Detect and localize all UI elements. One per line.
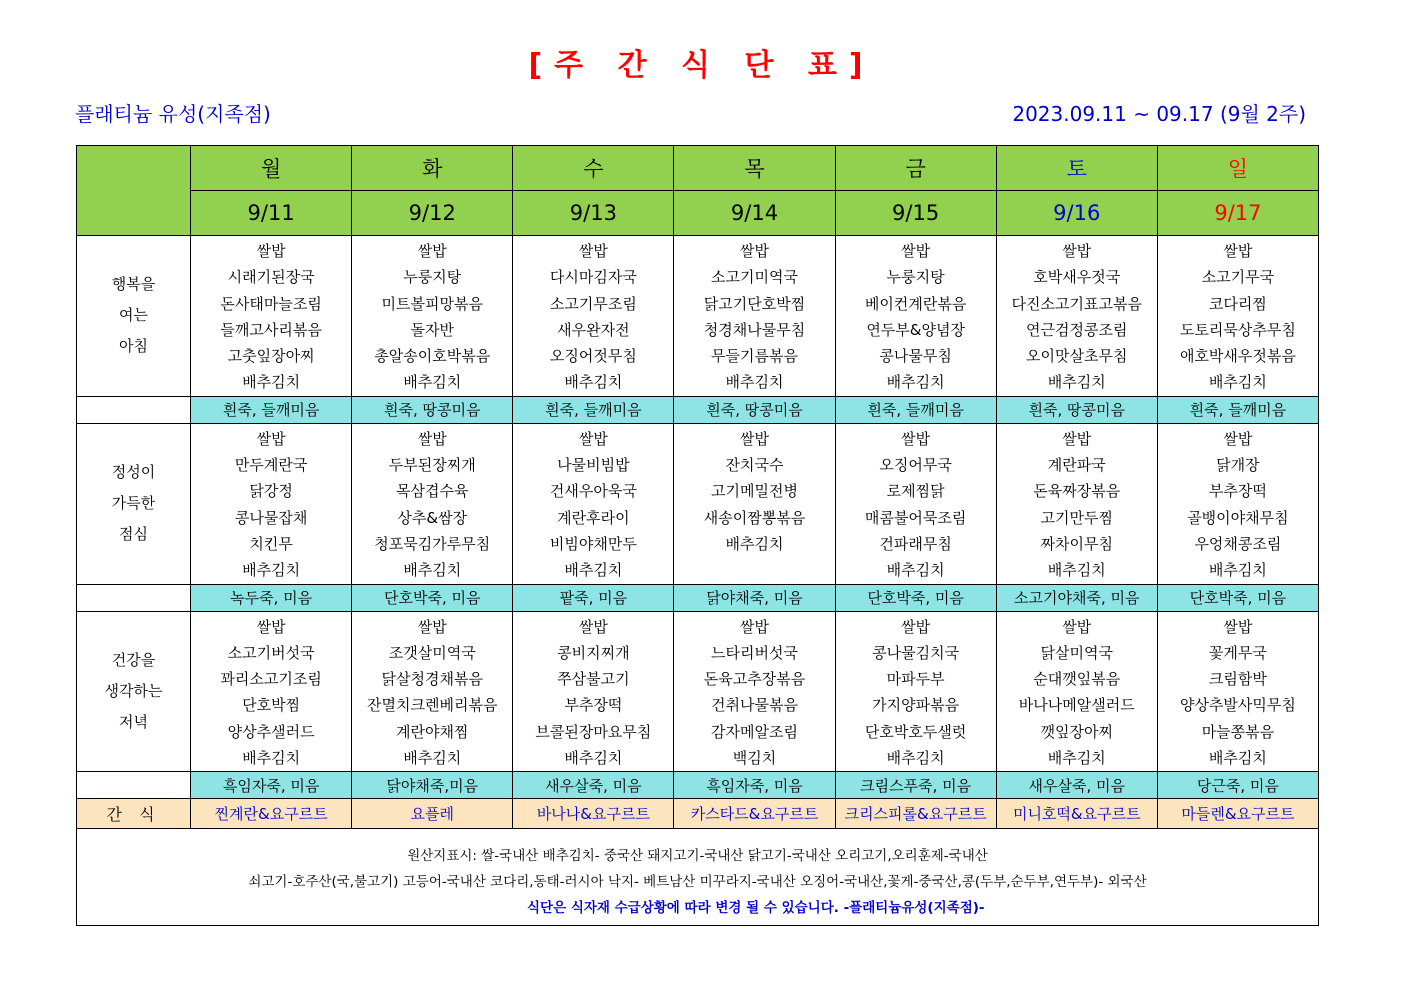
porridge-cell: 새우살죽, 미음 [513,772,674,799]
lunch-menu-cell [513,423,674,584]
menu-item: 쌀밥 [1223,429,1253,448]
day-name: 목 [674,146,835,191]
menu-item: 고기만두찜 [1040,508,1113,527]
day-name: 월 [191,146,352,191]
menu-item: 건새우아욱국 [549,482,637,501]
snack-row [77,799,1319,829]
menu-item: 상추&쌈장 [397,508,468,527]
snack-cell: 마들렌&요구르트 [1157,799,1318,829]
menu-item: 소고기버섯국 [227,643,315,662]
menu-item: 쌀밥 [740,617,769,636]
menu-item: 닭살청경채볶음 [381,670,483,689]
menu-item: 배추김치 [564,373,623,392]
menu-item: 비빔야채만두 [549,534,637,553]
dinner-menu-cell [835,611,996,772]
menu-item: 쌀밥 [1223,242,1253,260]
meal-label-line: 여는 [119,306,149,325]
menu-item: 감자메알조림 [711,722,798,741]
menu-item: 고기메밀전병 [711,482,798,501]
porridge-cell: 단호박죽, 미음 [352,584,513,611]
menu-item: 연두부&양념장 [866,320,965,339]
lunch-label [77,423,191,584]
menu-item: 콩비지찌개 [557,643,630,662]
menu-item: 배추김치 [725,373,784,392]
menu-item: 배추김치 [1047,561,1106,580]
menu-period: 2023.09.11 ~ 09.17 (9월 2주) [1012,102,1306,126]
meal-label-line: 정성이 [111,463,156,482]
menu-item: 배추김치 [242,561,301,580]
menu-item: 쌀밥 [740,242,769,260]
menu-item: 다진소고기표고볶음 [1011,294,1142,313]
menu-item: 쌀밥 [1223,617,1253,636]
menu-item: 배추김치 [403,561,462,580]
blank-cell [77,584,191,611]
menu-item: 로제찜닭 [886,482,945,501]
porridge-cell: 흰죽, 땅콩미음 [674,396,835,423]
snack-cell: 카스타드&요구르트 [674,799,835,829]
menu-item: 배추김치 [886,373,945,392]
menu-item: 배추김치 [1208,373,1267,392]
porridge-cell: 흰죽, 들깨미음 [835,396,996,423]
dinner-menu-cell [513,611,674,772]
porridge-cell: 흰죽, 들깨미음 [1157,396,1318,423]
menu-item: 건취나물볶음 [711,696,798,715]
menu-item: 애호박새우젓볶음 [1179,347,1296,366]
lunch-porridge-row [77,584,1319,611]
menu-item: 새우완자전 [557,320,630,339]
menu-item: 청포묵김가루무침 [374,534,491,553]
date-row [77,191,1319,236]
menu-item: 소고기미역국 [711,268,798,287]
menu-item: 배추김치 [242,749,301,768]
menu-item: 크림함박 [1208,670,1267,689]
breakfast-menu-cell [835,236,996,397]
menu-item: 콩나물잡채 [234,508,308,527]
porridge-cell: 닭야채죽,미음 [352,772,513,799]
porridge-cell: 흑임자죽, 미음 [674,772,835,799]
menu-item: 치킨무 [249,534,293,553]
origin-line: 원산지표시: 쌀-국내산 배추김치- 중국산 돼지고기-국내산 닭고기-국내산 오리고기,오리훈제-국내산 [407,848,988,865]
menu-item: 쌀밥 [901,617,931,636]
breakfast-porridge-row [77,396,1319,423]
menu-item: 닭고기단호박찜 [703,294,806,313]
menu-item: 골뱅이야채무침 [1187,508,1289,527]
branch-name: 플래티늄 유성(지족점) [75,102,271,126]
menu-item: 느타리버섯국 [711,643,798,662]
menu-item: 돈사태마늘조림 [220,294,322,313]
menu-item: 쌀밥 [1062,617,1092,636]
lunch-menu-cell [352,423,513,584]
menu-item: 부추장떡 [1208,482,1267,501]
menu-item: 쌀밥 [256,617,286,636]
porridge-cell: 닭야채죽, 미음 [674,584,835,611]
porridge-cell: 단호박죽, 미음 [835,584,996,611]
meal-label-line: 생각하는 [104,681,163,700]
menu-item: 오이맛살초무침 [1026,347,1128,366]
dinner-menu-cell [674,611,835,772]
snack-cell: 크리스피롤&요구르트 [835,799,996,829]
lunch-row [77,423,1319,584]
menu-item: 베이컨계란볶음 [864,294,967,313]
menu-item: 무들기름볶음 [711,347,798,366]
menu-item: 코다리찜 [1208,294,1267,313]
menu-item: 배추김치 [1208,561,1267,580]
menu-item: 목삼겹수육 [396,482,469,501]
day-date: 9/11 [191,191,352,236]
menu-item: 두부된장찌개 [388,456,476,475]
menu-item: 양상추발사믹무침 [1179,696,1296,715]
snack-cell: 찐계란&요구르트 [191,799,352,829]
origin-notice [77,829,1319,926]
porridge-cell: 크림스푸죽, 미음 [835,772,996,799]
day-date: 9/15 [835,191,996,236]
porridge-cell: 새우살죽, 미음 [996,772,1157,799]
menu-item: 마늘쫑볶음 [1201,722,1275,741]
lunch-menu-cell [674,423,835,584]
menu-item: 조갯살미역국 [388,643,476,662]
menu-item: 계란파국 [1047,456,1106,475]
breakfast-row [77,236,1319,397]
menu-item: 계란후라이 [557,508,630,527]
menu-item: 배추김치 [403,373,462,392]
menu-item: 총알송이호박볶음 [374,347,491,366]
menu-item: 꽈리소고기조림 [220,670,322,689]
menu-item: 콩나물김치국 [872,643,960,662]
day-name: 토 [996,146,1157,191]
breakfast-menu-cell [674,236,835,397]
dinner-menu-cell [191,611,352,772]
menu-item: 단호박호두샐럿 [864,722,967,741]
corner-cell [77,146,191,236]
porridge-cell: 흰죽, 들깨미음 [513,396,674,423]
lunch-menu-cell [191,423,352,584]
dinner-label [77,611,191,772]
menu-item: 짜차이무침 [1040,534,1113,553]
weekly-menu-table [76,145,1319,926]
porridge-cell: 흰죽, 땅콩미음 [352,396,513,423]
breakfast-menu-cell [513,236,674,397]
page-title: [주 간 식 단 표] [528,48,875,83]
snack-cell: 바나나&요구르트 [513,799,674,829]
snack-cell: 미니호떡&요구르트 [996,799,1157,829]
porridge-cell: 녹두죽, 미음 [191,584,352,611]
menu-item: 들깨고사리볶음 [220,320,322,339]
menu-item: 쌀밥 [578,429,608,448]
menu-item: 쌀밥 [740,429,769,448]
dinner-menu-cell [996,611,1157,772]
dinner-porridge-row [77,772,1319,799]
meal-label-line: 가득한 [111,494,156,513]
breakfast-menu-cell [996,236,1157,397]
menu-item: 쌀밥 [417,617,447,636]
menu-item: 새송이짬뽕볶음 [703,508,806,527]
menu-item: 돌자반 [410,320,454,339]
porridge-cell: 소고기야채죽, 미음 [996,584,1157,611]
meal-label-line: 아침 [119,337,149,356]
menu-item: 닭강정 [249,482,293,501]
menu-item: 닭살미역국 [1040,643,1113,662]
day-name: 화 [352,146,513,191]
menu-item: 배추김치 [564,561,623,580]
breakfast-menu-cell [352,236,513,397]
menu-item: 쌀밥 [417,242,447,260]
menu-item: 쌀밥 [1062,242,1092,260]
snack-cell: 요플레 [352,799,513,829]
menu-item: 쌀밥 [578,242,608,260]
day-name-row [77,146,1319,191]
menu-item: 오징어무국 [879,456,952,475]
menu-item: 부추장떡 [564,696,623,715]
menu-item: 쌀밥 [578,617,608,636]
menu-item [674,557,834,583]
menu-item: 브콜된장마요무침 [535,722,652,741]
menu-item: 마파두부 [886,670,945,689]
menu-item: 시래기된장국 [227,268,315,287]
meal-label-line: 저녁 [119,712,149,731]
porridge-cell: 당근죽, 미음 [1157,772,1318,799]
origin-line: 쇠고기-호주산(국,불고기) 고등어-국내산 코다리,동태-러시아 낙지- 베트남산 미꾸라지-국내산 오징어-국내산,꽃게-중국산,콩(두부,순두부,연두부)- 외국산 [248,874,1147,891]
breakfast-menu-cell [191,236,352,397]
menu-item: 바나나메알샐러드 [1018,696,1135,715]
menu-item: 순대깻잎볶음 [1033,670,1121,689]
menu-item: 돈육고추장볶음 [703,670,806,689]
menu-item: 우엉채콩조림 [1194,534,1282,553]
menu-item: 호박새우젓국 [1033,268,1121,287]
menu-item: 소고기무조림 [549,294,637,313]
menu-item: 배추김치 [886,561,945,580]
menu-item: 미트볼피망볶음 [381,294,483,313]
menu-item: 배추김치 [725,534,784,553]
menu-item: 배추김치 [1208,749,1267,768]
menu-item: 계란야채찜 [396,722,469,741]
blank-cell [77,772,191,799]
breakfast-menu-cell [1157,236,1318,397]
day-date: 9/17 [1157,191,1318,236]
menu-item: 쌀밥 [1062,429,1092,448]
porridge-cell: 흰죽, 들깨미음 [191,396,352,423]
meal-label-line: 건강을 [111,650,156,669]
menu-item: 단호박찜 [242,696,301,715]
menu-item: 오징어젓무침 [549,347,637,366]
menu-item: 돈육짜장볶음 [1033,482,1121,501]
porridge-cell: 단호박죽, 미음 [1157,584,1318,611]
blank-cell [77,396,191,423]
day-date: 9/16 [996,191,1157,236]
menu-item: 잔멸치크렌베리볶음 [367,696,498,715]
menu-item: 배추김치 [403,749,462,768]
menu-item: 쌀밥 [256,242,286,260]
menu-item: 건파래무침 [879,534,952,553]
day-name: 일 [1157,146,1318,191]
menu-item: 쌀밥 [901,429,931,448]
menu-item: 잔치국수 [725,456,784,475]
day-date: 9/13 [513,191,674,236]
dinner-row [77,611,1319,772]
menu-item: 배추김치 [886,749,945,768]
menu-item: 콩나물무침 [879,347,952,366]
menu-item: 누룽지탕 [886,268,945,287]
menu-item: 청경채나물무침 [703,320,806,339]
meal-label-line: 행복을 [111,275,156,294]
menu-item: 연근검정콩조림 [1026,320,1128,339]
menu-item: 쌀밥 [417,429,447,448]
menu-item: 배추김치 [1047,749,1106,768]
footer-row [77,829,1319,926]
breakfast-label [77,236,191,397]
menu-item: 다시마김자국 [549,268,637,287]
menu-item: 가지양파볶음 [872,696,960,715]
lunch-menu-cell [835,423,996,584]
lunch-menu-cell [996,423,1157,584]
day-date: 9/12 [352,191,513,236]
day-name: 수 [513,146,674,191]
dinner-menu-cell [352,611,513,772]
menu-item: 매콤불어묵조림 [864,508,967,527]
menu-item: 누룽지탕 [403,268,462,287]
menu-item: 배추김치 [242,373,301,392]
menu-item: 백김치 [732,749,777,768]
menu-item: 쌀밥 [901,242,931,260]
menu-item: 쭈삼불고기 [557,670,630,689]
day-date: 9/14 [674,191,835,236]
menu-item: 깻잎장아찌 [1040,722,1113,741]
menu-item: 양상추샐러드 [227,722,315,741]
day-name: 금 [835,146,996,191]
porridge-cell: 팥죽, 미음 [513,584,674,611]
dinner-menu-cell [1157,611,1318,772]
menu-item: 꽃게무국 [1208,643,1267,662]
porridge-cell: 흰죽, 땅콩미음 [996,396,1157,423]
menu-item: 배추김치 [1047,373,1106,392]
menu-item: 고춧잎장아찌 [227,347,315,366]
porridge-cell: 흑임자죽, 미음 [191,772,352,799]
menu-item: 배추김치 [564,749,623,768]
meal-label-line: 점심 [119,525,149,544]
menu-item: 닭개장 [1216,456,1260,475]
menu-item: 만두계란국 [234,456,308,475]
change-notice: 식단은 식자재 수급상황에 따라 변경 될 수 있습니다. -플래티늄유성(지족점)- [527,900,985,917]
menu-item: 도토리묵상추무침 [1179,320,1296,339]
menu-item: 쌀밥 [256,429,286,448]
menu-item: 소고기무국 [1201,268,1275,287]
snack-label: 간 식 [77,799,191,829]
menu-item: 나물비빔밥 [557,456,630,475]
lunch-menu-cell [1157,423,1318,584]
